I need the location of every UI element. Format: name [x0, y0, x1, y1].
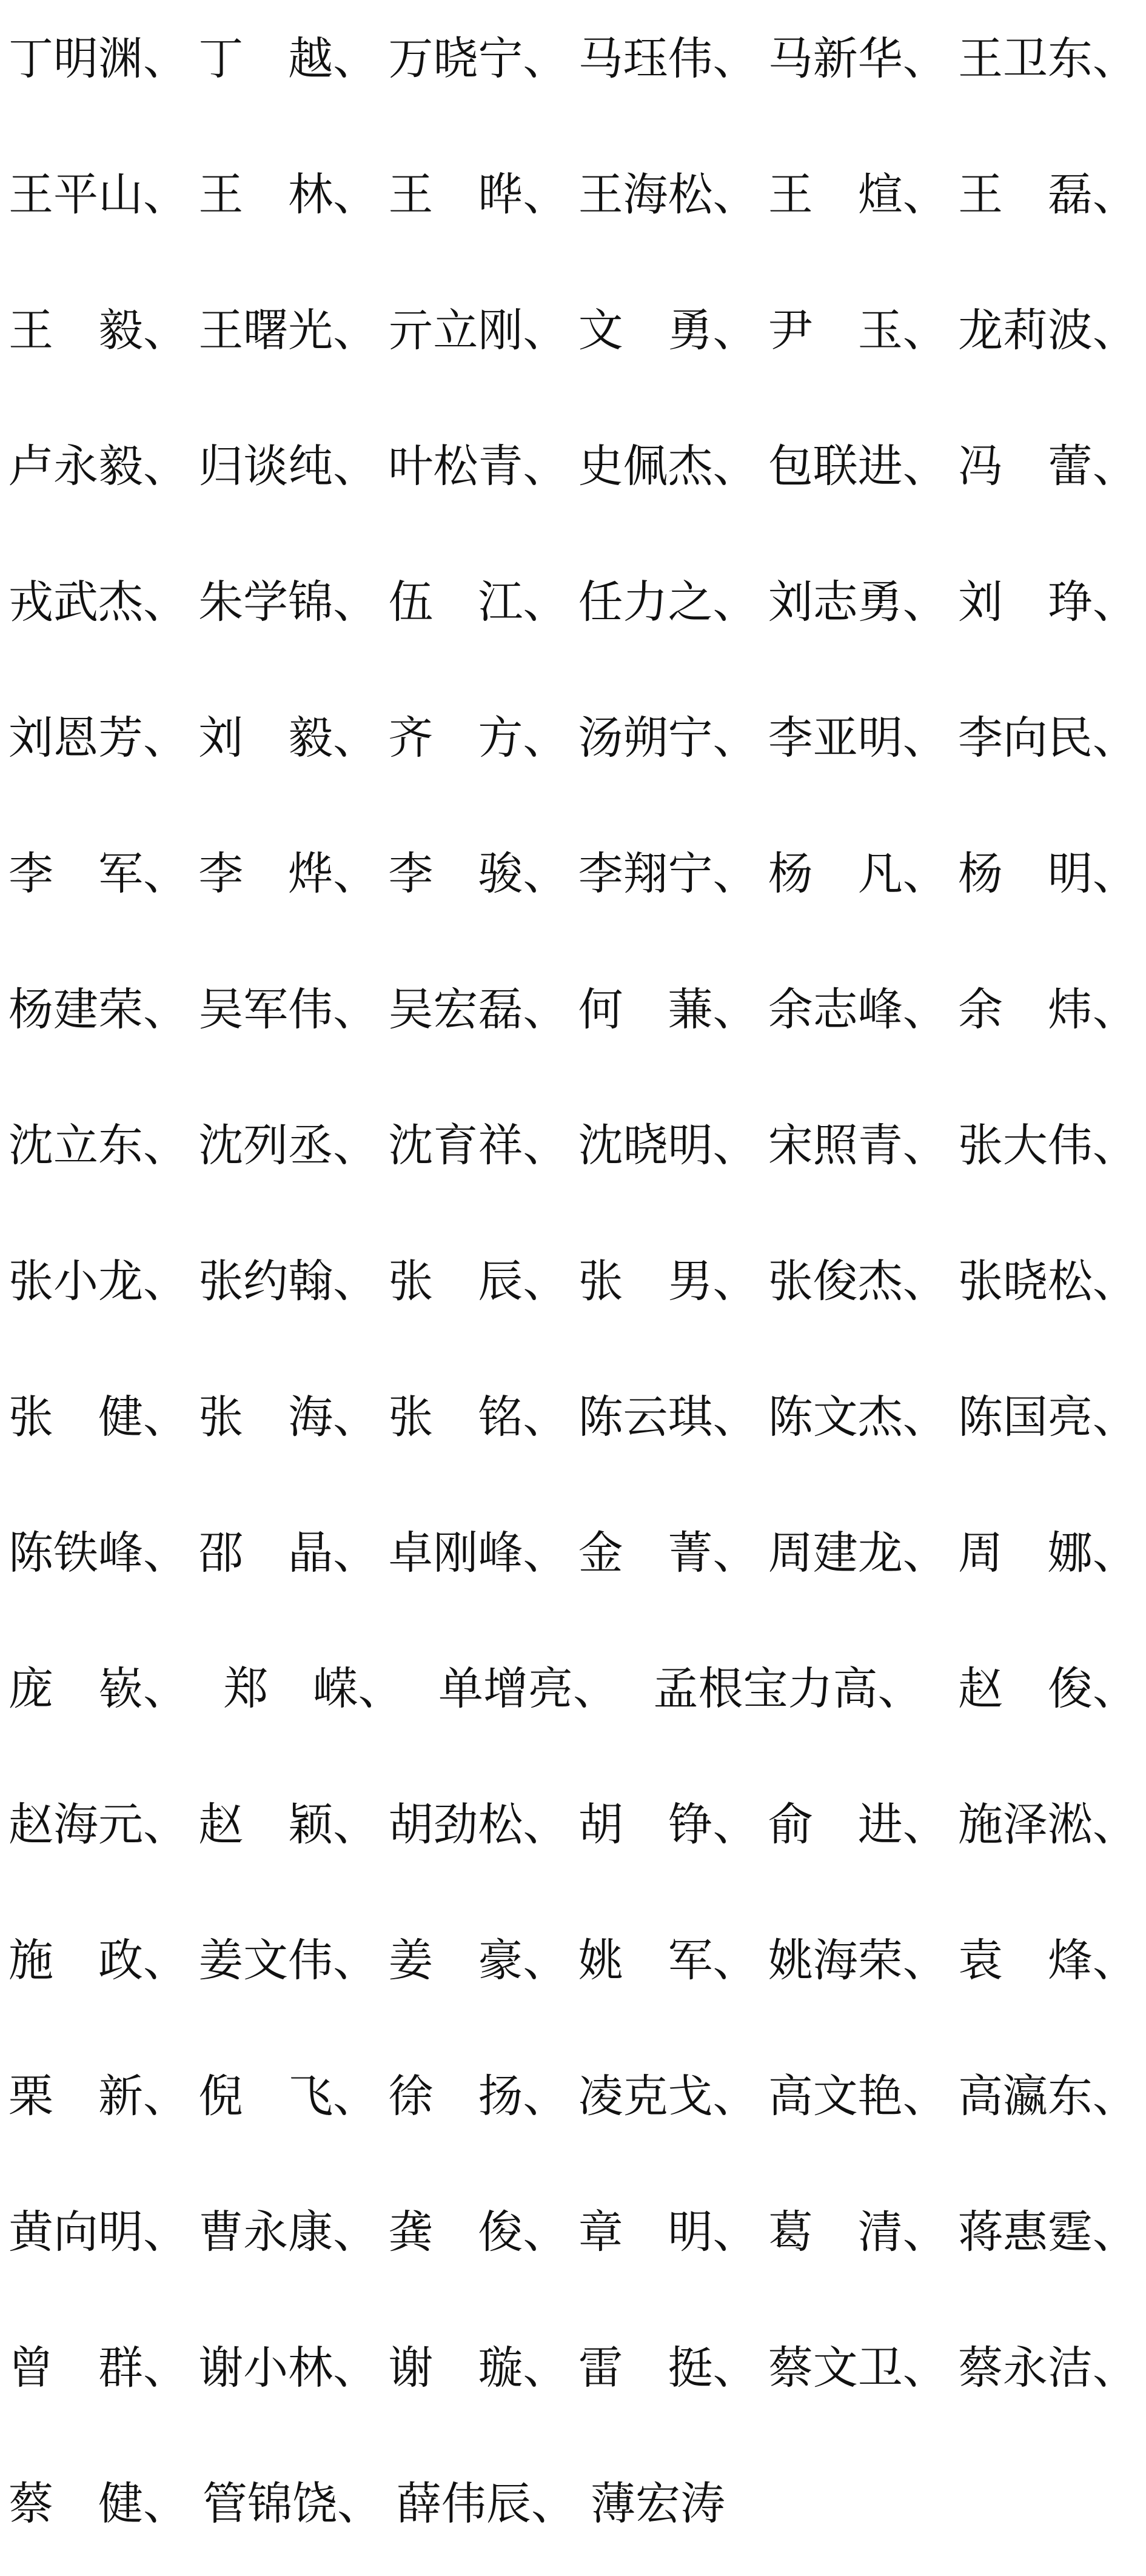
name-item: 陈云琪、 [578, 1391, 758, 1443]
name-item: 沈晓明、 [578, 1119, 758, 1172]
name-item: 王 晔、 [388, 169, 568, 221]
name-item: 归谈纯、 [198, 440, 378, 492]
name-line-2 [8, 161, 1138, 228]
name-line-9 [8, 1112, 1138, 1179]
name-item: 赵海元、 [8, 1799, 188, 1851]
name-line-18 [8, 2335, 1138, 2401]
name-line-13 [8, 1655, 1138, 1722]
name-item: 张 辰、 [388, 1255, 568, 1307]
name-item: 金 菁、 [578, 1527, 758, 1579]
name-line-5 [8, 569, 1138, 636]
name-item: 孟根宝力高、 [653, 1663, 923, 1715]
name-item: 蔡文卫、 [768, 2342, 948, 2394]
name-item: 曹永康、 [198, 2206, 378, 2258]
name-item: 王海松、 [578, 169, 758, 221]
name-item: 李 骏、 [388, 848, 568, 900]
name-item: 庞 嵚、 [8, 1663, 188, 1715]
name-item: 何 蒹、 [578, 984, 758, 1036]
name-item: 马珏伟、 [578, 33, 758, 85]
name-item: 叶松青、 [388, 440, 568, 492]
name-line-3 [8, 297, 1138, 364]
name-item: 曾 群、 [8, 2342, 188, 2394]
name-item: 施 政、 [8, 1934, 188, 1987]
name-item: 薛伟辰、 [397, 2478, 576, 2530]
name-item: 尹 玉、 [768, 304, 948, 357]
name-line-15 [8, 1927, 1138, 1994]
name-line-4 [8, 433, 1138, 500]
name-item: 龚 俊、 [388, 2206, 568, 2258]
name-item: 张大伟、 [957, 1119, 1138, 1172]
name-item: 沈列丞、 [198, 1119, 378, 1172]
name-line-10 [8, 1248, 1138, 1315]
name-item: 刘志勇、 [768, 576, 948, 628]
name-item: 陈国亮、 [957, 1391, 1138, 1443]
name-item: 杨 明、 [957, 848, 1138, 900]
name-item: 卓刚峰、 [388, 1527, 568, 1579]
name-item: 姚 军、 [578, 1934, 758, 1987]
name-item: 凌克戈、 [578, 2070, 758, 2122]
name-item: 姚海荣、 [768, 1934, 948, 1987]
name-item: 胡 铮、 [578, 1799, 758, 1851]
name-item: 杨建荣、 [8, 984, 188, 1036]
name-item: 李翔宁、 [578, 848, 758, 900]
name-item: 高瀛东、 [957, 2070, 1138, 2122]
name-item: 管锦饶、 [203, 2478, 382, 2530]
name-item: 齐 方、 [388, 712, 568, 764]
name-item: 李 烨、 [198, 848, 378, 900]
name-item: 刘恩芳、 [8, 712, 188, 764]
name-item: 袁 烽、 [957, 1934, 1138, 1987]
name-item: 龙莉波、 [957, 304, 1138, 357]
name-item: 施泽淞、 [957, 1799, 1138, 1851]
name-item: 李向民、 [957, 712, 1138, 764]
name-item: 丁明渊、 [8, 33, 188, 85]
name-item: 史佩杰、 [578, 440, 758, 492]
name-item: 王 磊、 [957, 169, 1138, 221]
name-item: 黄向明、 [8, 2206, 188, 2258]
name-item: 余志峰、 [768, 984, 948, 1036]
name-item: 马新华、 [768, 33, 948, 85]
name-item: 冯 蕾、 [957, 440, 1138, 492]
name-item: 王卫东、 [957, 33, 1138, 85]
name-line-11 [8, 1384, 1138, 1451]
name-item: 高文艳、 [768, 2070, 948, 2122]
name-item: 沈育祥、 [388, 1119, 568, 1172]
name-item: 刘 毅、 [198, 712, 378, 764]
name-item: 张晓松、 [957, 1255, 1138, 1307]
name-item: 宋照青、 [768, 1119, 948, 1172]
name-item: 谢 璇、 [388, 2342, 568, 2394]
name-item: 张 男、 [578, 1255, 758, 1307]
name-item: 沈立东、 [8, 1119, 188, 1172]
name-item: 王 毅、 [8, 304, 188, 357]
name-item: 汤朔宁、 [578, 712, 758, 764]
name-item: 戎武杰、 [8, 576, 188, 628]
name-item: 任力之、 [578, 576, 758, 628]
name-item: 王平山、 [8, 169, 188, 221]
name-item: 卢永毅、 [8, 440, 188, 492]
name-item: 倪 飞、 [198, 2070, 378, 2122]
name-item: 王 煊、 [768, 169, 948, 221]
name-item: 胡劲松、 [388, 1799, 568, 1851]
name-item: 陈铁峰、 [8, 1527, 188, 1579]
name-item: 吴宏磊、 [388, 984, 568, 1036]
name-item: 赵 颖、 [198, 1799, 378, 1851]
name-item: 李 军、 [8, 848, 188, 900]
name-item: 周建龙、 [768, 1527, 948, 1579]
name-item: 包联进、 [768, 440, 948, 492]
name-line-7 [8, 840, 1138, 907]
name-item: 徐 扬、 [388, 2070, 568, 2122]
name-item: 丁 越、 [198, 33, 378, 85]
name-line-19 [8, 2470, 1138, 2537]
name-item: 邵 晶、 [198, 1527, 378, 1579]
name-item: 俞 进、 [768, 1799, 948, 1851]
name-item: 文 勇、 [578, 304, 758, 357]
name-item: 姜文伟、 [198, 1934, 378, 1987]
name-item: 葛 清、 [768, 2206, 948, 2258]
name-item: 单增亮、 [438, 1663, 618, 1715]
name-line-6 [8, 705, 1138, 771]
name-item: 伍 江、 [388, 576, 568, 628]
name-item: 栗 新、 [8, 2070, 188, 2122]
name-item: 杨 凡、 [768, 848, 948, 900]
name-item: 亓立刚、 [388, 304, 568, 357]
name-item: 张俊杰、 [768, 1255, 948, 1307]
name-item: 周 娜、 [957, 1527, 1138, 1579]
name-item: 朱学锦、 [198, 576, 378, 628]
name-line-17 [8, 2199, 1138, 2266]
name-item: 李亚明、 [768, 712, 948, 764]
name-item: 姜 豪、 [388, 1934, 568, 1987]
name-line-8 [8, 976, 1138, 1043]
name-item: 蔡永洁、 [957, 2342, 1138, 2394]
name-item: 张 铭、 [388, 1391, 568, 1443]
name-item: 王 林、 [198, 169, 378, 221]
name-line-1 [8, 25, 1138, 92]
name-item: 薄宏涛 [591, 2478, 725, 2530]
name-item: 谢小林、 [198, 2342, 378, 2394]
name-item: 章 明、 [578, 2206, 758, 2258]
name-item: 吴军伟、 [198, 984, 378, 1036]
name-line-14 [8, 1791, 1138, 1858]
name-item: 蔡 健、 [8, 2478, 188, 2530]
name-item: 张小龙、 [8, 1255, 188, 1307]
name-item: 张 健、 [8, 1391, 188, 1443]
name-item: 余 炜、 [957, 984, 1138, 1036]
name-item: 刘 琤、 [957, 576, 1138, 628]
name-item: 张 海、 [198, 1391, 378, 1443]
name-item: 雷 挺、 [578, 2342, 758, 2394]
name-item: 王曙光、 [198, 304, 378, 357]
name-item: 赵 俊、 [958, 1663, 1138, 1715]
name-item: 蒋惠霆、 [957, 2206, 1138, 2258]
name-item: 郑 嵘、 [223, 1663, 403, 1715]
name-item: 张约翰、 [198, 1255, 378, 1307]
name-line-12 [8, 1520, 1138, 1586]
name-line-16 [8, 2063, 1138, 2130]
name-item: 陈文杰、 [768, 1391, 948, 1443]
name-item: 万晓宁、 [388, 33, 568, 85]
